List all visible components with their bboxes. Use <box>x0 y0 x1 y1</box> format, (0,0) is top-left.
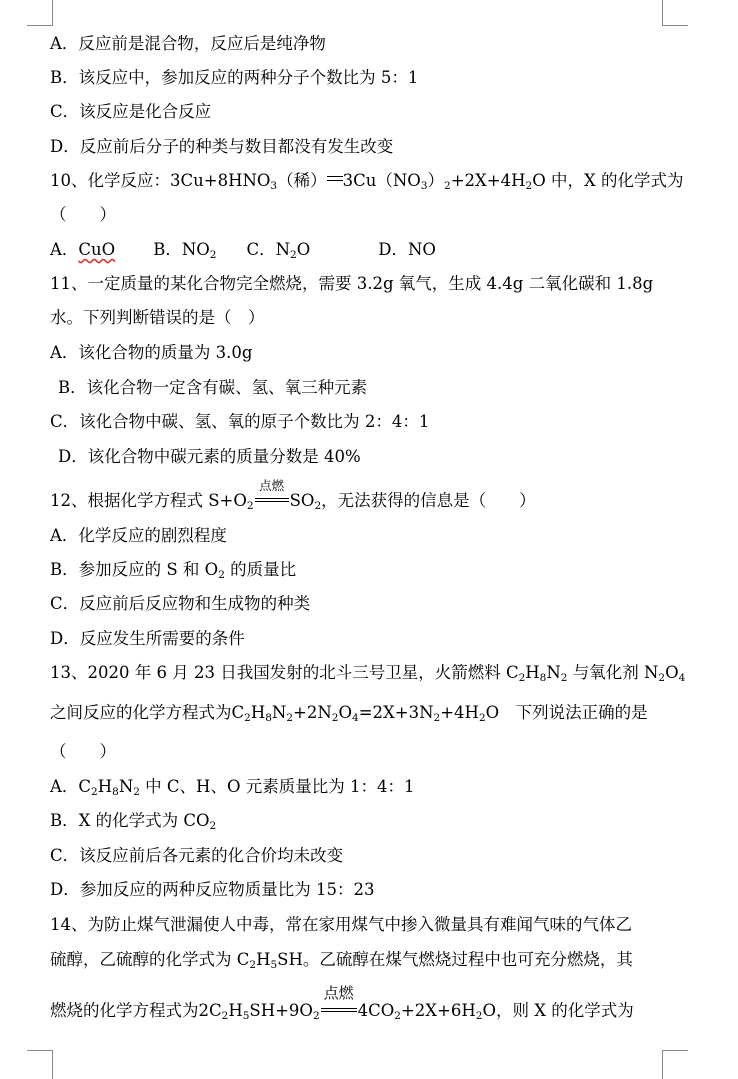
reaction-condition: 点燃 <box>323 984 354 1002</box>
reaction-condition: 点燃 <box>259 478 285 493</box>
crop-mark-bottom-right-h <box>662 1050 688 1051</box>
equals-sign <box>327 174 343 184</box>
crop-mark-bottom-left-v <box>52 1050 53 1079</box>
q9-option-a: A．反应前是混合物，反应后是纯净物 <box>50 34 326 53</box>
q11-stem-line1: 11、一定质量的某化合物完全燃烧，需要 3.2g 氧气，生成 4.4g 二氧化碳和 1.8g <box>50 274 654 293</box>
q12-option-d: D．反应发生所需要的条件 <box>50 629 245 648</box>
q12-option-a: A．化学反应的剧烈程度 <box>50 526 227 545</box>
q12-option-b: B．参加反应的 S 和 $O_2$ 的质量比 <box>50 560 297 581</box>
q14-stem-line2: 硫醇，乙硫醇的化学式为 $C_2H_5SH$。乙硫醇在煤气燃烧过程中也可充分燃烧，其 <box>50 950 633 971</box>
q13-blank: （ ） <box>50 742 116 761</box>
q11-option-a: A．该化合物的质量为 3.0g <box>50 343 253 362</box>
q13-option-a: A．$C_2H_8N_2$ 中 C、H、O 元素质量比为 1：4：1 <box>50 777 415 798</box>
reaction-arrow <box>255 478 289 508</box>
q13-option-b: B．X 的化学式为 $CO_2$ <box>50 811 217 832</box>
q9-option-b: B．该反应中，参加反应的两种分子个数比为 5：1 <box>50 68 419 87</box>
crop-mark-top-right-h <box>662 25 688 26</box>
q13-stem-line1: 13、2020 年 6 月 23 日我国发射的北斗三号卫星，火箭燃料 $C_2H_8N_2$ 与氧化剂 $N_2O_4$ <box>50 663 686 684</box>
q10-options <box>50 238 436 262</box>
q10-option-c: C．$N_2O$ <box>246 240 311 261</box>
q9-option-c: C．该反应是化合反应 <box>50 102 212 121</box>
reaction-arrow <box>321 984 357 1018</box>
q10-option-b: B．$NO_2$ <box>153 240 217 261</box>
q13-equation: 之间反应的化学方程式为$C_2H_8N_2+2N_2O_4=2X+3N_2+4H_2O$ 下列说法正确的是 <box>50 703 648 724</box>
q10-option-d: D．NO <box>378 240 436 259</box>
crop-mark-bottom-right-v <box>662 1050 663 1079</box>
q11-stem-line2: 水。下列判断错误的是（ ） <box>50 308 265 327</box>
q10-stem: 10、化学反应：$3Cu+8HNO_3$（稀） $3Cu(NO_3)_2+2X+4H_2O$ 中，X 的化学式为 <box>50 171 684 192</box>
q11-option-d: D．该化合物中碳元素的质量分数是 40% <box>58 447 361 466</box>
q12-stem: 12、根据化学方程式 $S+O_2$ 点燃 $SO_2$，无法获得的信息是（ ） <box>50 478 536 512</box>
q11-option-b: B．该化合物一定含有碳、氢、氧三种元素 <box>58 378 368 397</box>
q10-option-a: A．CuO <box>50 240 116 259</box>
q12-option-c: C．反应前后反应物和生成物的种类 <box>50 594 311 613</box>
q14-stem-line1: 14、为防止煤气泄漏使人中毒，常在家用煤气中掺入微量具有难闻气味的气体乙 <box>50 915 632 934</box>
q10-blank: （ ） <box>50 205 116 224</box>
q13-option-d: D．参加反应的两种反应物质量比为 15：23 <box>50 880 375 899</box>
crop-mark-top-left-v <box>52 0 53 25</box>
crop-mark-top-right-v <box>662 0 663 25</box>
q13-option-c: C．该反应前后各元素的化合价均未改变 <box>50 846 344 865</box>
crop-mark-bottom-left-h <box>27 1050 53 1051</box>
q9-option-d: D．反应前后分子的种类与数目都没有发生改变 <box>50 137 394 156</box>
q11-option-c: C．该化合物中碳、氢、氧的原子个数比为 2：4：1 <box>50 412 430 431</box>
q14-stem-line3: 燃烧的化学方程式为$2C_2H_5SH+9O_2$ 点燃 $4CO_2+2X+6H_2O$，则 X 的化学式为 <box>50 984 634 1022</box>
crop-mark-top-left-h <box>27 25 53 26</box>
